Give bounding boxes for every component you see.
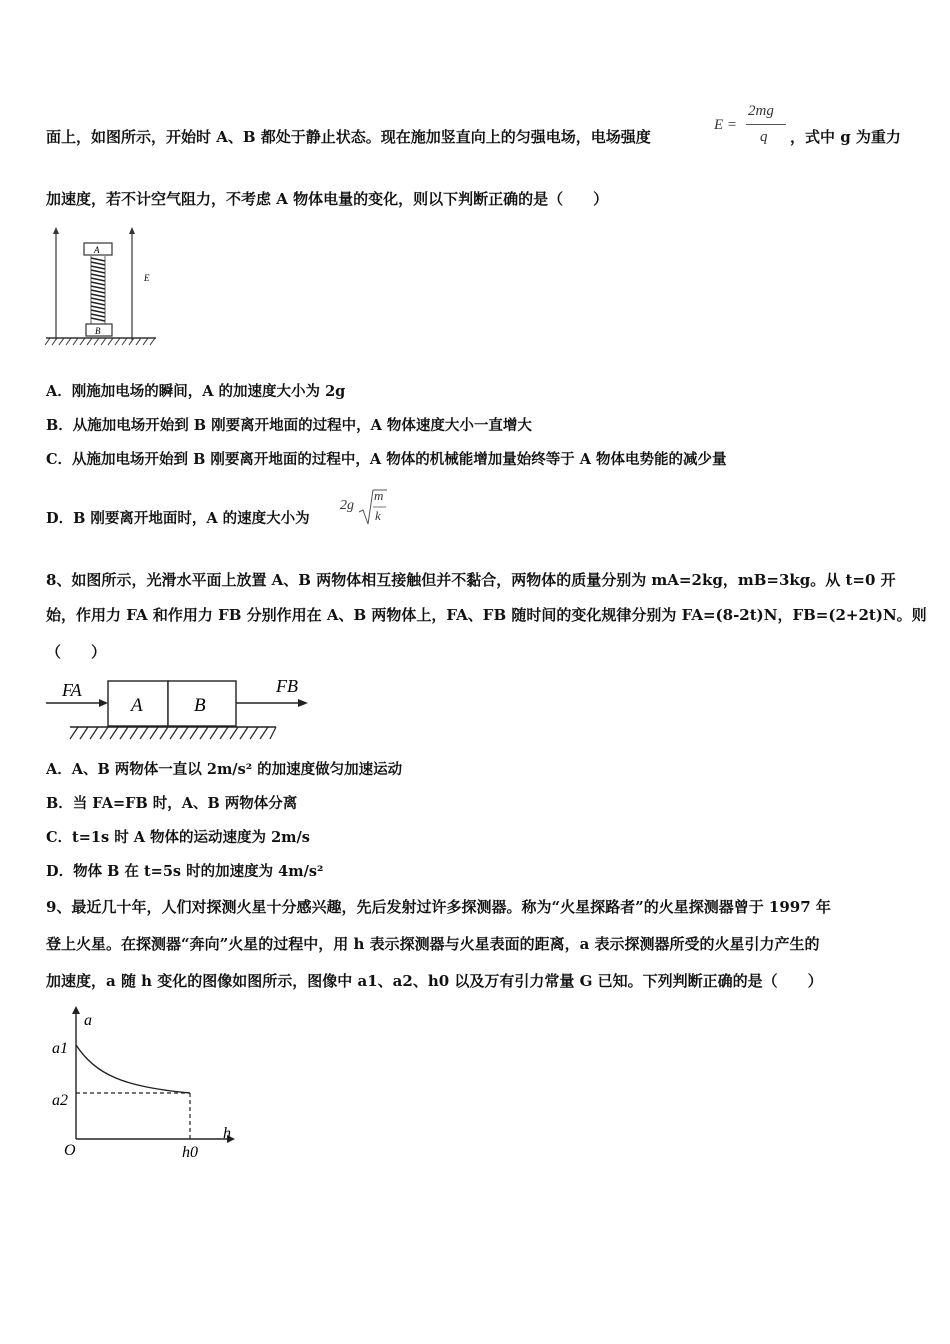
q8-option-b: B．当 FA=FB 时，A、B 两物体分离 (46, 795, 298, 812)
q8-line-1: 8、如图所示，光滑水平面上放置 A、B 两物体相互接触但并不黏合，两物体的质量分别为 mA=2kg，mB=3kg。从 t=0 开 (46, 571, 896, 589)
q7-option-b: B．从施加电场开始到 B 刚要离开地面的过程中，A 物体速度大小一直增大 (46, 417, 532, 434)
sqrt-sign (358, 488, 388, 530)
field-arrow-right (129, 227, 135, 234)
d-formula-num: m (374, 488, 384, 503)
q7-line-1-after: ，式中 g 为重力 (790, 128, 901, 146)
q9-graph (44, 1005, 244, 1165)
q8-line-2: 始，作用力 FA 和作用力 FB 分别作用在 A、B 两物体上，FA、FB 随时间的变化规律分别为 FA=(8-2t)N，FB=(2+2t)N。则 (46, 606, 927, 624)
q9-line-3: 加速度，a 随 h 变化的图像如图所示，图像中 a1、a2、h0 以及万有引力常量 G 已知。下列判断正确的是（ ） (46, 972, 823, 990)
a1-label: a1 (52, 1040, 68, 1057)
block-b-label: B (194, 695, 206, 716)
field-label-e: E (144, 273, 150, 283)
q7-option-c: C．从施加电场开始到 B 刚要离开地面的过程中，A 物体的机械能增加量始终等于 A 物体电势能的减少量 (46, 451, 727, 468)
field-arrow-left (53, 227, 59, 234)
q7-line-1-before: 面上，如图所示，开始时 A、B 都处于静止状态。现在施加竖直向上的匀强电场，电场强度 (46, 128, 651, 146)
q7-option-a: A．刚施加电场的瞬间，A 的加速度大小为 2g (46, 383, 346, 400)
d-formula-den: k (375, 508, 381, 523)
block-a-label: A (94, 245, 100, 255)
force-fb-arrowhead (298, 699, 308, 707)
q7-spring-figure (44, 225, 160, 350)
ground-hatch (45, 338, 155, 345)
formula-bar (746, 124, 786, 125)
q8-blocks-figure (44, 672, 314, 744)
formula-numerator: 2mg (748, 103, 774, 119)
spring (91, 258, 105, 321)
q7-line-1 (46, 127, 651, 147)
formula-denominator: q (760, 129, 768, 145)
origin-label: O (64, 1142, 76, 1159)
a-curve (76, 1045, 190, 1093)
x-axis-label: h (223, 1125, 231, 1142)
block-a-label: A (131, 695, 143, 716)
q8-option-d: D．物体 B 在 t=5s 时的加速度为 4m/s² (46, 863, 324, 880)
q9-line-2: 登上火星。在探测器“奔向”火星的过程中，用 h 表示探测器与火星表面的距离，a 表示探测器所受的火星引力产生的 (46, 935, 820, 953)
ground-hatch (70, 727, 276, 739)
formula-lhs: E = (714, 117, 738, 133)
y-axis-label: a (84, 1012, 92, 1029)
y-axis-arrow (72, 1006, 80, 1014)
h0-label: h0 (182, 1144, 198, 1161)
q8-option-a: A．A、B 两物体一直以 2m/s² 的加速度做匀加速运动 (46, 761, 403, 778)
force-fb-label: FB (276, 676, 298, 696)
q8-line-3: （ ） (46, 643, 107, 661)
q8-option-c: C．t=1s 时 A 物体的运动速度为 2m/s (46, 829, 310, 846)
d-formula-coef: 2g (340, 498, 354, 513)
block-b-label: B (95, 326, 101, 336)
q9-line-1: 9、最近几十年，人们对探测火星十分感兴趣，先后发射过许多探测器。称为“火星探路者”的火星探测器曾于 1997 年 (46, 898, 831, 916)
force-fa-arrowhead (99, 699, 108, 707)
a2-label: a2 (52, 1092, 68, 1109)
q7-option-d: D．B 刚要离开地面时，A 的速度大小为 (46, 510, 310, 527)
force-fa-label: FA (62, 680, 82, 700)
q7-line-2: 加速度，若不计空气阻力，不考虑 A 物体电量的变化，则以下判断正确的是（ ） (46, 190, 609, 208)
